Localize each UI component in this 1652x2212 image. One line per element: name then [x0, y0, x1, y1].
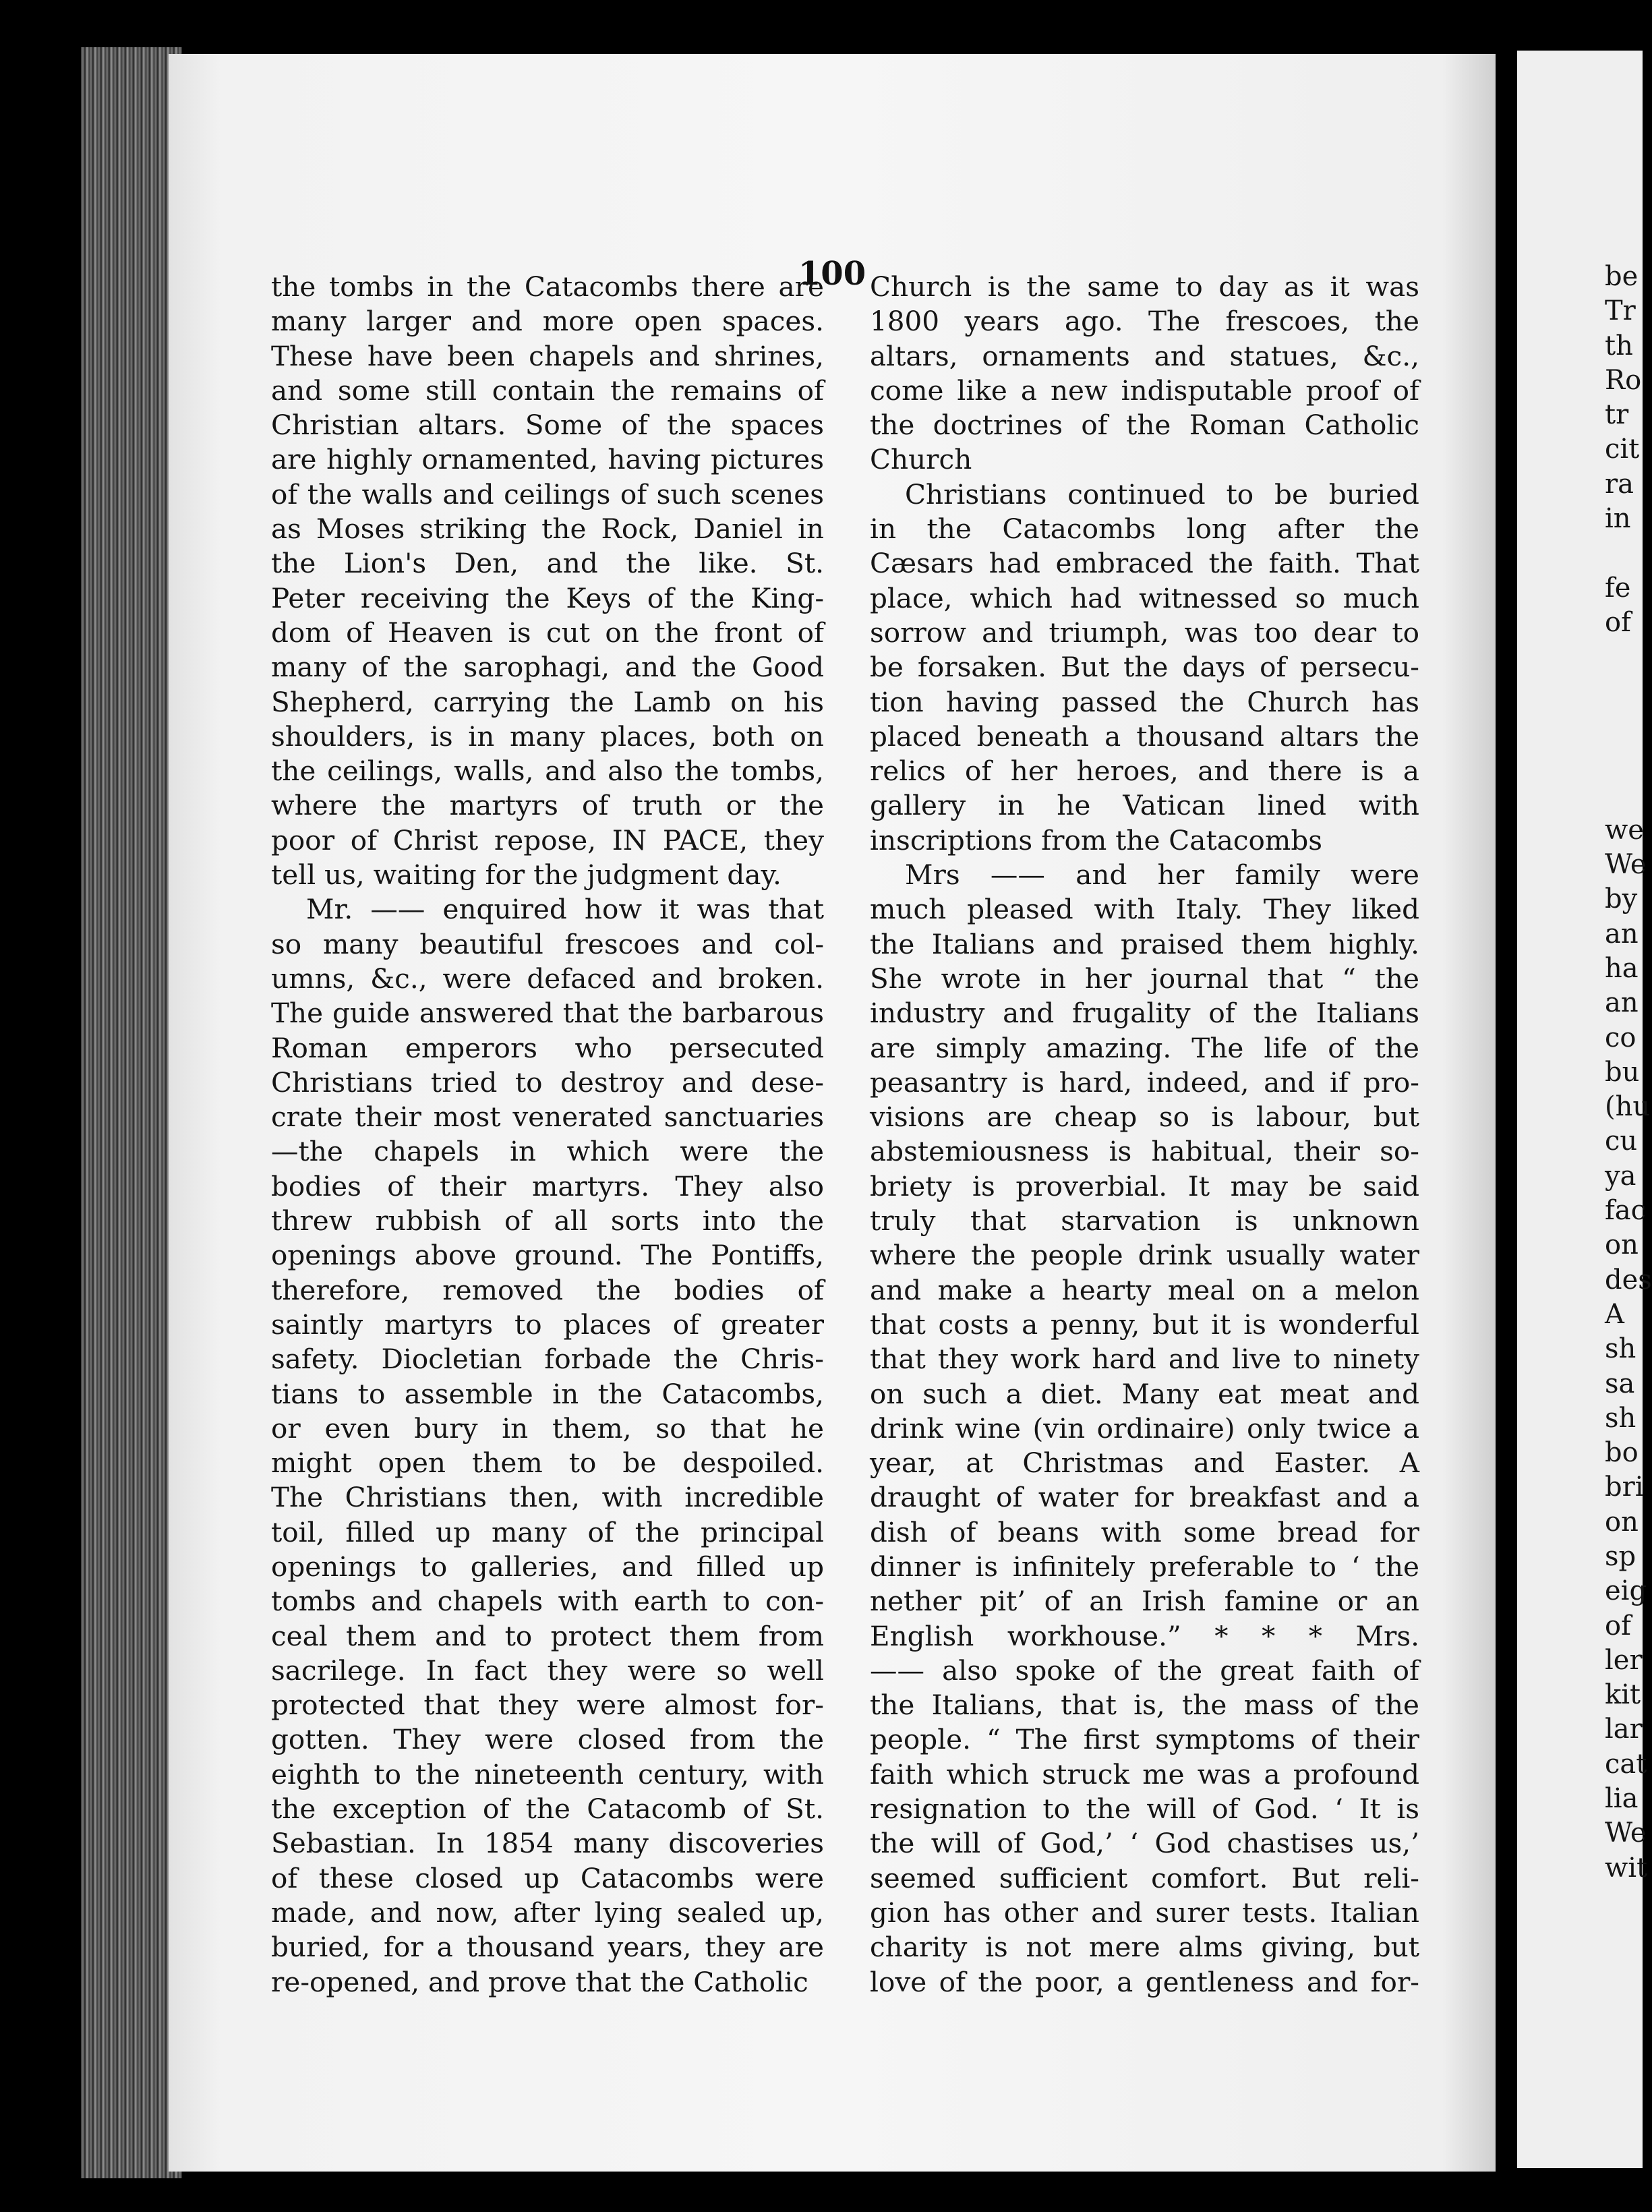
text-line: Mrs —— and her family were	[905, 858, 1419, 892]
text-line: protected that they were almost for-	[271, 1689, 824, 1722]
facing-page-fragment: cu	[1605, 1126, 1638, 1157]
facing-page-fragment: cit	[1605, 434, 1640, 465]
facing-page-fragment: ha	[1605, 952, 1639, 984]
text-line: on such a diet. Many eat meat and	[870, 1377, 1419, 1410]
facing-page-fragment: We	[1605, 1817, 1647, 1849]
facing-page-fragment: eig	[1605, 1575, 1647, 1607]
facing-page-fragment: lia	[1605, 1783, 1639, 1815]
text-line: 1800 years ago. The frescoes, the	[870, 305, 1419, 338]
text-line: relics of her heroes, and there is a	[870, 755, 1419, 788]
facing-page-fragment	[1605, 536, 1652, 571]
facing-page-fragment	[1605, 675, 1652, 709]
facing-page-fragment: Tr	[1605, 295, 1636, 327]
text-line: that costs a penny, but it is wonderful	[870, 1308, 1419, 1341]
facing-page-fragment: th	[1605, 330, 1633, 361]
text-line: many larger and more open spaces.	[271, 305, 824, 338]
facing-page-fragment	[1605, 709, 1652, 744]
text-line: resignation to the will of God. ‘ It is	[870, 1793, 1419, 1826]
text-line: where the people drink usually water	[870, 1239, 1419, 1272]
text-line: place, which had witnessed so much	[870, 581, 1419, 614]
facing-page-fragment: sh	[1605, 1402, 1636, 1434]
text-line: eighth to the nineteenth century, with	[271, 1757, 824, 1791]
facing-page-fragment: be	[1605, 261, 1639, 292]
text-line: in the Catacombs long after the	[870, 513, 1419, 546]
text-line: are simply amazing. The life of the	[870, 1031, 1419, 1064]
text-line: crate their most venerated sanctuaries	[271, 1101, 824, 1134]
text-line: and some still contain the remains of	[271, 374, 824, 407]
text-line: nether pit’ of an Irish famine or an	[870, 1585, 1419, 1618]
facing-page-fragment: ya	[1605, 1160, 1636, 1192]
facing-page-fragment: of	[1605, 1610, 1631, 1641]
text-line: dom of Heaven is cut on the front of	[271, 616, 824, 649]
text-line: the Italians, that is, the mass of the	[870, 1689, 1419, 1722]
text-line: truly that starvation is unknown	[870, 1204, 1419, 1238]
text-line: faith which struck me was a profound	[870, 1757, 1419, 1791]
text-line: the will of God,’ ‘ God chastises us,’	[870, 1827, 1419, 1860]
text-line: the exception of the Catacomb of St.	[271, 1793, 824, 1826]
text-line: the Lion's Den, and the like. St.	[271, 547, 824, 580]
text-line: The guide answered that the barbarous	[271, 997, 824, 1030]
text-line: Peter receiving the Keys of the King-	[271, 581, 824, 614]
facing-page-fragment: on	[1605, 1506, 1639, 1538]
text-line: sorrow and triumph, was too dear to	[870, 616, 1419, 649]
facing-page-fragment: des	[1605, 1264, 1652, 1296]
text-line: poor of Christ repose, IN PACE, they	[271, 823, 824, 856]
text-line: The Christians then, with incredible	[271, 1481, 824, 1514]
facing-page-fragment: an	[1605, 987, 1639, 1019]
text-line: tombs and chapels with earth to con-	[271, 1585, 824, 1618]
text-line: —the chapels in which were the	[271, 1135, 824, 1168]
book-page-edges	[81, 47, 182, 2178]
text-line: bodies of their martyrs. They also	[271, 1169, 824, 1202]
text-line: made, and now, after lying sealed up,	[271, 1896, 824, 1929]
page-number: 100	[798, 255, 866, 293]
text-line: gallery in he Vatican lined with	[870, 789, 1419, 822]
text-line: seemed sufficient comfort. But reli-	[870, 1861, 1419, 1894]
facing-page-fragment: ler	[1605, 1644, 1643, 1676]
text-line: Cæsars had embraced the faith. That	[870, 547, 1419, 580]
text-line: and make a hearty meal on a melon	[870, 1273, 1419, 1306]
text-line: therefore, removed the bodies of	[271, 1273, 824, 1306]
text-line: so many beautiful frescoes and col-	[271, 927, 824, 960]
text-line: ceal them and to protect them from	[271, 1619, 824, 1652]
text-line: Sebastian. In 1854 many discoveries	[271, 1827, 824, 1860]
text-line: placed beneath a thousand altars the	[870, 720, 1419, 753]
facing-page-fragment	[1605, 640, 1652, 674]
text-line: the ceilings, walls, and also the tombs,	[271, 755, 824, 788]
facing-page-fragment: kit	[1605, 1679, 1641, 1711]
text-line: might open them to be despoiled.	[271, 1447, 824, 1480]
facing-page-fragment: cat	[1605, 1748, 1647, 1780]
left-text-column	[271, 270, 824, 2000]
text-line: people. “ The first symptoms of their	[870, 1723, 1419, 1756]
text-line: abstemiousness is habitual, their so-	[870, 1135, 1419, 1168]
facing-page-fragment: bri	[1605, 1472, 1644, 1503]
facing-page-fragment: A	[1605, 1298, 1624, 1330]
facing-page-fragment: sh	[1605, 1333, 1636, 1365]
text-line: umns, &c., were defaced and broken.	[271, 962, 824, 995]
text-line: sacrilege. In fact they were so well	[271, 1654, 824, 1687]
facing-page-fragment	[1605, 778, 1652, 813]
text-line: tion having passed the Church has	[870, 685, 1419, 718]
text-line: that they work hard and live to ninety	[870, 1343, 1419, 1376]
text-line: Church	[870, 443, 972, 476]
facing-page-fragment: fe	[1605, 572, 1631, 604]
facing-page-fragment: (hu	[1605, 1091, 1651, 1123]
text-line: briety is proverbial. It may be said	[870, 1169, 1419, 1202]
facing-page-fragment: bo	[1605, 1437, 1639, 1469]
text-line: threw rubbish of all sorts into the	[271, 1204, 824, 1238]
text-line: the Italians and praised them highly.	[870, 927, 1419, 960]
text-line: dish of beans with some bread for	[870, 1515, 1419, 1548]
text-line: gion has other and surer tests. Italian	[870, 1896, 1419, 1929]
text-line: —— also spoke of the great faith of	[870, 1654, 1419, 1687]
text-line: toil, filled up many of the principal	[271, 1515, 824, 1548]
facing-page-text-fragments	[1605, 260, 1652, 1886]
text-line: English workhouse.” * * * Mrs.	[870, 1619, 1419, 1652]
text-line: industry and frugality of the Italians	[870, 997, 1419, 1030]
facing-page-fragment: Ro	[1605, 364, 1642, 396]
text-line: saintly martyrs to places of greater	[271, 1308, 824, 1341]
text-line: safety. Diocletian forbade the Chris-	[271, 1343, 824, 1376]
facing-page-fragment: fac	[1605, 1195, 1647, 1227]
facing-page-fragment: wit	[1605, 1852, 1648, 1884]
facing-page-fragment: of	[1605, 606, 1631, 638]
facing-page-fragment: on	[1605, 1229, 1639, 1261]
text-line: openings to galleries, and filled up	[271, 1550, 824, 1583]
text-line: love of the poor, a gentleness and for-	[870, 1965, 1419, 1998]
text-line: gotten. They were closed from the	[271, 1723, 824, 1756]
facing-page-fragment: sp	[1605, 1540, 1636, 1572]
text-line: many of the sarophagi, and the Good	[271, 651, 824, 684]
text-line: tell us, waiting for the judgment day.	[271, 858, 781, 892]
facing-page-fragment: an	[1605, 918, 1639, 950]
facing-page-fragment: bu	[1605, 1056, 1640, 1088]
facing-page-fragment: We	[1605, 849, 1647, 881]
text-line: buried, for a thousand years, they are	[271, 1931, 824, 1964]
text-line: altars, ornaments and statues, &c.,	[870, 339, 1419, 372]
text-line: Mr. —— enquired how it was that	[306, 893, 824, 926]
text-line: of these closed up Catacombs were	[271, 1861, 824, 1894]
text-line: peasantry is hard, indeed, and if pro-	[870, 1066, 1419, 1099]
text-line: visions are cheap so is labour, but	[870, 1101, 1419, 1134]
text-line: charity is not mere alms giving, but	[870, 1931, 1419, 1964]
text-line: the tombs in the Catacombs there are	[271, 270, 824, 303]
text-line: Roman emperors who persecuted	[271, 1031, 824, 1064]
facing-page-fragment	[1605, 744, 1652, 778]
facing-page-fragment: ra	[1605, 468, 1634, 500]
text-line: shoulders, is in many places, both on	[271, 720, 824, 753]
text-line: draught of water for breakfast and a	[870, 1481, 1419, 1514]
text-line: tians to assemble in the Catacombs,	[271, 1377, 824, 1410]
text-line: inscriptions from the Catacombs	[870, 823, 1323, 856]
text-line: of the walls and ceilings of such scenes	[271, 477, 824, 511]
text-line: Church is the same to day as it was	[870, 270, 1419, 303]
facing-page-fragment: we	[1605, 814, 1644, 846]
text-line: Christians tried to destroy and dese-	[271, 1066, 824, 1099]
facing-page-fragment: sa	[1605, 1368, 1635, 1399]
facing-page-fragment: co	[1605, 1022, 1636, 1053]
facing-page-fragment: in	[1605, 503, 1631, 535]
text-line: re-opened, and prove that the Catholic	[271, 1965, 808, 1998]
text-line: as Moses striking the Rock, Daniel in	[271, 513, 824, 546]
facing-page-fragment: by	[1605, 883, 1638, 915]
text-line: These have been chapels and shrines,	[271, 339, 824, 372]
text-line: Christian altars. Some of the spaces	[271, 409, 824, 442]
right-text-column	[870, 270, 1419, 2000]
text-line: Christians continued to be buried	[905, 477, 1419, 511]
facing-page-fragment: tr	[1605, 399, 1629, 431]
facing-page-fragment: lar	[1605, 1714, 1643, 1745]
text-line: come like a new indisputable proof of	[870, 374, 1419, 407]
text-line: She wrote in her journal that “ the	[870, 962, 1419, 995]
text-line: are highly ornamented, having pictures	[271, 443, 824, 476]
text-line: Shepherd, carrying the Lamb on his	[271, 685, 824, 718]
text-line: drink wine (vin ordinaire) only twice a	[870, 1411, 1419, 1445]
text-line: or even bury in them, so that he	[271, 1411, 824, 1445]
text-line: dinner is infinitely preferable to ‘ the	[870, 1550, 1419, 1583]
text-line: the doctrines of the Roman Catholic	[870, 409, 1419, 442]
text-line: be forsaken. But the days of persecu-	[870, 651, 1419, 684]
text-line: much pleased with Italy. They liked	[870, 893, 1419, 926]
text-line: year, at Christmas and Easter. A	[870, 1447, 1419, 1480]
text-line: openings above ground. The Pontiffs,	[271, 1239, 824, 1272]
text-line: where the martyrs of truth or the	[271, 789, 824, 822]
